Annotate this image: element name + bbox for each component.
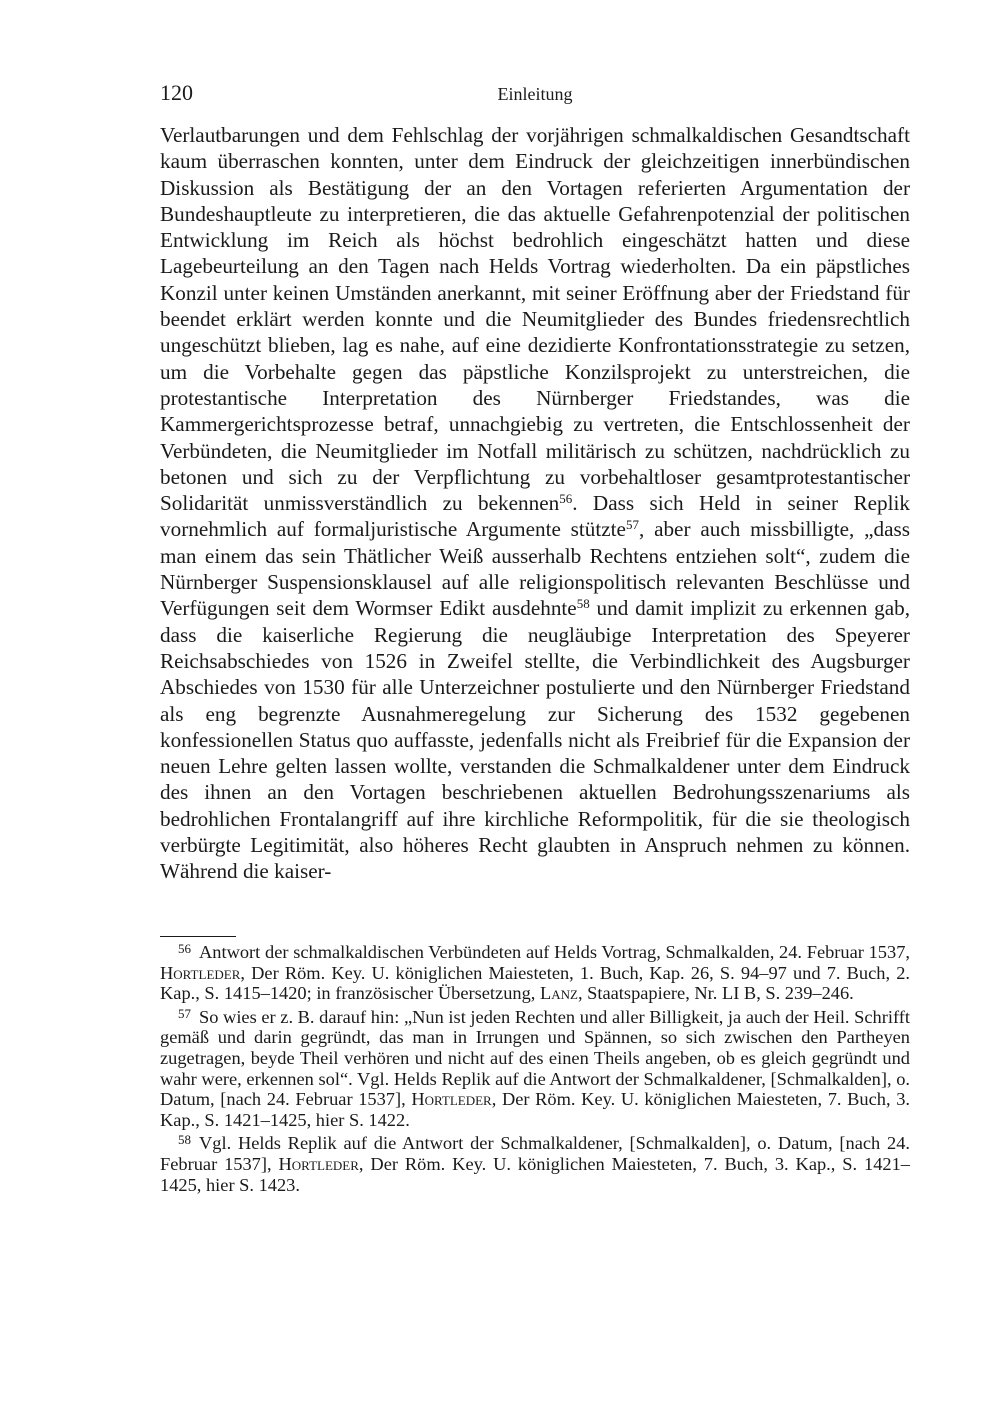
- footnote-number: 57: [178, 1005, 191, 1021]
- running-head: Einleitung: [497, 84, 573, 104]
- author-name: Hortleder: [278, 1153, 359, 1174]
- footnote-number: 58: [178, 1132, 191, 1148]
- footnote-text: So wies er z. B. darauf hin: „Nun ist jeden Rechten und aller Billigkeit, ja auch der Heil. Schrifft gemäß und darin gegründt, das man in Irrungen und Spännen, so sich zwischen den Partheyen zugetragen, beyde Theil verhören und nicht auf des einen Theils angeben, ob es gleich gegründt und wahr were, erkennen sol“. Vgl. Helds Replik auf die Antwort der Schmalkaldener, [Schmalkalden], o. Datum, [nach 24. Februar 1537],: [160, 1006, 910, 1110]
- author-name: Hortleder: [411, 1089, 492, 1110]
- footnote-57: [160, 1007, 910, 1131]
- footnote-text: , Der Röm. Key. U. königlichen Maiesteten, 7. Buch, 3. Kap., S. 1421–1425, hier S. 1423.: [160, 1153, 910, 1195]
- footnote-ref-58[interactable]: 58: [576, 596, 590, 612]
- footnotes: [160, 942, 910, 1198]
- footnote-text: , Der Röm. Key. U. königlichen Maiesteten, 7. Buch, 3. Kap., S. 1421–1425, hier S. 1422.: [160, 1089, 910, 1130]
- footnote-58: [160, 1133, 910, 1195]
- body-segment: , aber auch missbilligte, „dass man einem das sein Thätlicher Weiß ausserhalb Rechtens entziehen solt“, zudem die Nürnberger Suspensionsklausel auf alle religionspolitisch relevanten Beschlüsse und Verfügungen seit dem Wormser Edikt ausdehnte: [160, 517, 910, 621]
- footnote-ref-57[interactable]: 57: [625, 517, 639, 533]
- author-name: Hortleder: [160, 962, 241, 983]
- footnote-56: [160, 942, 910, 1004]
- footnote-number: 56: [178, 941, 191, 956]
- page-number: 120: [160, 80, 193, 105]
- footnote-divider: [160, 936, 236, 937]
- body-paragraph: [160, 122, 910, 885]
- body-segment: . Dass sich Held in seiner Replik vornehmlich auf formaljuristische Argumente stützte: [160, 491, 910, 542]
- footnote-text: , Staatspapiere, Nr. LI B, S. 239–246.: [577, 983, 854, 1004]
- author-name: Lanz: [540, 983, 578, 1004]
- footnote-ref-56[interactable]: 56: [559, 491, 573, 507]
- footnote-text: , Der Röm. Key. U. königlichen Maiesteten, 1. Buch, Kap. 26, S. 94–97 und 7. Buch, 2. Kap., S. 1415–1420; in französischer Übersetzung,: [160, 962, 910, 1004]
- body-text: [160, 122, 910, 885]
- body-segment: und damit implizit zu erkennen gab, dass die kaiserliche Regierung die neugläubige Interpretation des Speyerer Reichsabschiedes von 1526 in Zweifel stellte, die Verbindlichkeit des Augsburger Abschiedes von 1530 für alle Unterzeichner postulierte und den Nürnberger Friedstand als eng begrenzte Ausnahmeregelung zur Sicherung des 1532 gegebenen konfessionellen Status quo auffasste, jedenfalls nicht als Freibrief für die Expansion der neuen Lehre gelten lassen wollte, verstanden die Schmalkaldener unter dem Eindruck des ihnen an den Vortagen beschriebenen aktuellen Bedrohungsszenariums als bedrohlichen Frontalangriff auf ihre kirchliche Reformpolitik, für die sie theologisch verbürgte Legitimität, also höheres Recht glaubten in Anspruch nehmen zu können. Während die kaiser-: [160, 596, 910, 884]
- body-segment: Verlautbarungen und dem Fehlschlag der vorjährigen schmalkaldischen Gesandtschaft kaum überraschen konnten, unter dem Eindruck der gleichzeitigen innerbündischen Diskussion als Bestätigung der an den Vortagen referierten Argumentation der Bundeshauptleute zu interpretieren, die das aktuelle Gefahrenpotenzial der politischen Entwicklung im Reich als höchst bedrohlich eingeschätzt hatten und diese Lagebeurteilung an den Tagen nach Helds Vortrag wiederholten. Da ein päpstliches Konzil unter keinen Umständen anerkannt, mit seiner Eröffnung aber der Friedstand für beendet erklärt werden konnte und die Neumitglieder des Bundes friedensrechtlich ungeschützt blieben, lag es nahe, auf eine dezidierte Konfrontationsstrategie zu setzen, um die Vorbehalte gegen das päpstliche Konzilsprojekt zu unterstreichen, die protestantische Interpretation des Nürnberger Friedstandes, was die Kammergerichtsprozesse betraf, unnachgiebig zu vertreten, die Entschlossenheit der Verbündeten, die Neumitglieder im Notfall militärisch zu schützen, nachdrücklich zu betonen und sich zu der Verpflichtung zu vorbehaltloser gesamtprotestantischer Solidarität unmissverständlich zu bekennen: [160, 123, 910, 516]
- footnote-text: Vgl. Helds Replik auf die Antwort der Schmalkaldener, [Schmalkalden], o. Datum, [nach 24. Februar 1537],: [160, 1133, 910, 1174]
- footnote-text: Antwort der schmalkaldischen Verbündeten auf Helds Vortrag, Schmalkalden, 24. Februar 1537,: [199, 942, 910, 962]
